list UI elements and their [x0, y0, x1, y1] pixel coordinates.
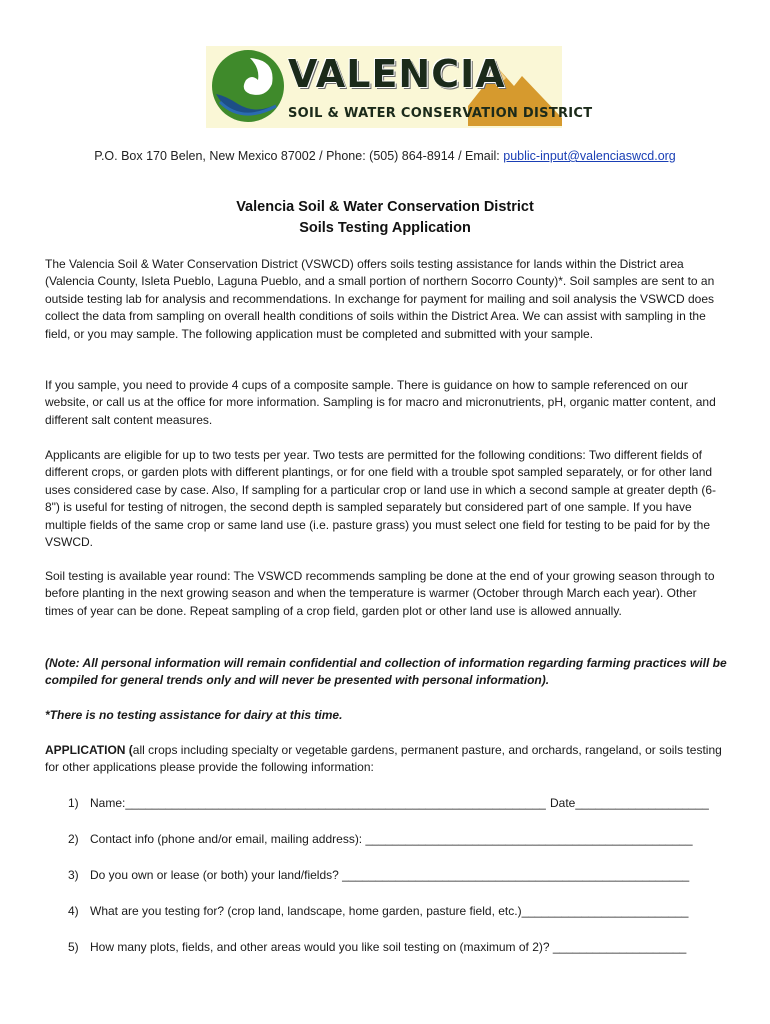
dairy-note: *There is no testing assistance for dairy at this time.	[45, 708, 343, 722]
document-subtitle: Soils Testing Application	[299, 220, 471, 236]
question-number: 1)	[68, 796, 79, 810]
email-link[interactable]: public-input@valenciaswcd.org	[503, 149, 676, 163]
logo-title: VALENCIA	[288, 52, 506, 96]
question-text: Do you own or lease (or both) your land/fields? ____________________________________________________	[90, 868, 690, 882]
question-number: 5)	[68, 940, 79, 954]
question-number: 2)	[68, 832, 79, 846]
eligibility-paragraph: Applicants are eligible for up to two tests per year. Two tests are permitted for the following conditions: Two different fields of different crops, or garden plots with different plantings, or for one field with a trouble spot sampled separately, or for other land uses considered case by case. Also, If sampling for a particular crop or land use in which a second sample at greater depth (6-8") is useful for testing of nitrogen, the second depth is sampled separately but considered part of one sample. If you have multiple fields of the same crop or same land use (i.e. pasture grass) you must select one field for testing to be paid for by the VSWCD.	[45, 448, 717, 550]
question-number: 4)	[68, 904, 79, 918]
question-testing-purpose[interactable]	[68, 904, 688, 918]
question-ownership[interactable]	[68, 868, 689, 882]
question-text: How many plots, fields, and other areas would you like soil testing on (maximum of 2)? ____________________	[90, 940, 687, 954]
logo-subtitle: SOIL & WATER CONSERVATION DISTRICT	[288, 106, 593, 121]
intro-paragraph: The Valencia Soil & Water Conservation District (VSWCD) offers soils testing assistance for lands within the District area (Valencia County, Isleta Pueblo, Laguna Pueblo, and a small portion of northern Socorro County)*. Soil samples are sent to an outside testing lab for analysis and recommendations. In exchange for payment for mailing and soil analysis the VSWCD does collect the data from sampling on overall health conditions of soils within the District Area. We can assist with sampling in the field, or you may sample. The following application must be completed and submitted with your sample.	[45, 257, 715, 341]
application-intro	[45, 742, 728, 777]
district-logo	[206, 46, 593, 128]
confidentiality-note: (Note: All personal information will remain confidential and collection of information regarding farming practices will be compiled for general trends only and will never be presented with personal information).	[45, 656, 727, 688]
question-text: Name:_______________________________________________________________	[90, 796, 546, 810]
application-label: APPLICATION (	[45, 743, 133, 757]
question-plot-count[interactable]	[68, 940, 686, 954]
sampling-paragraph: If you sample, you need to provide 4 cups of a composite sample. There is guidance on how to sample referenced on our website, or call us at the office for more information. Sampling is for macro and micronutrients, pH, organic matter content, and different salt content measures.	[45, 378, 716, 427]
date-field[interactable]: Date____________________	[550, 796, 709, 810]
contact-address	[0, 149, 770, 163]
question-text: What are you testing for? (crop land, landscape, home garden, pasture field, etc.)_________________________	[90, 904, 689, 918]
question-contact[interactable]	[68, 832, 693, 846]
question-text: Contact info (phone and/or email, mailing address): _________________________________________________	[90, 832, 693, 846]
question-name[interactable]	[68, 796, 546, 810]
address-text: P.O. Box 170 Belen, New Mexico 87002 / Phone: (505) 864-8914 / Email:	[94, 149, 504, 163]
document-title: Valencia Soil & Water Conservation District	[236, 199, 534, 215]
timing-paragraph: Soil testing is available year round: The VSWCD recommends sampling be done at the end of your growing season through to before planting in the next growing season and when the temperature is warmer (October through March each year). Other times of year can be done. Repeat sampling of a crop field, garden plot or other land use is allowed annually.	[45, 569, 715, 618]
question-number: 3)	[68, 868, 79, 882]
application-text: all crops including specialty or vegetable gardens, permanent pasture, and orchards, rangeland, or soils testing for other applications please provide the following information:	[45, 743, 722, 775]
